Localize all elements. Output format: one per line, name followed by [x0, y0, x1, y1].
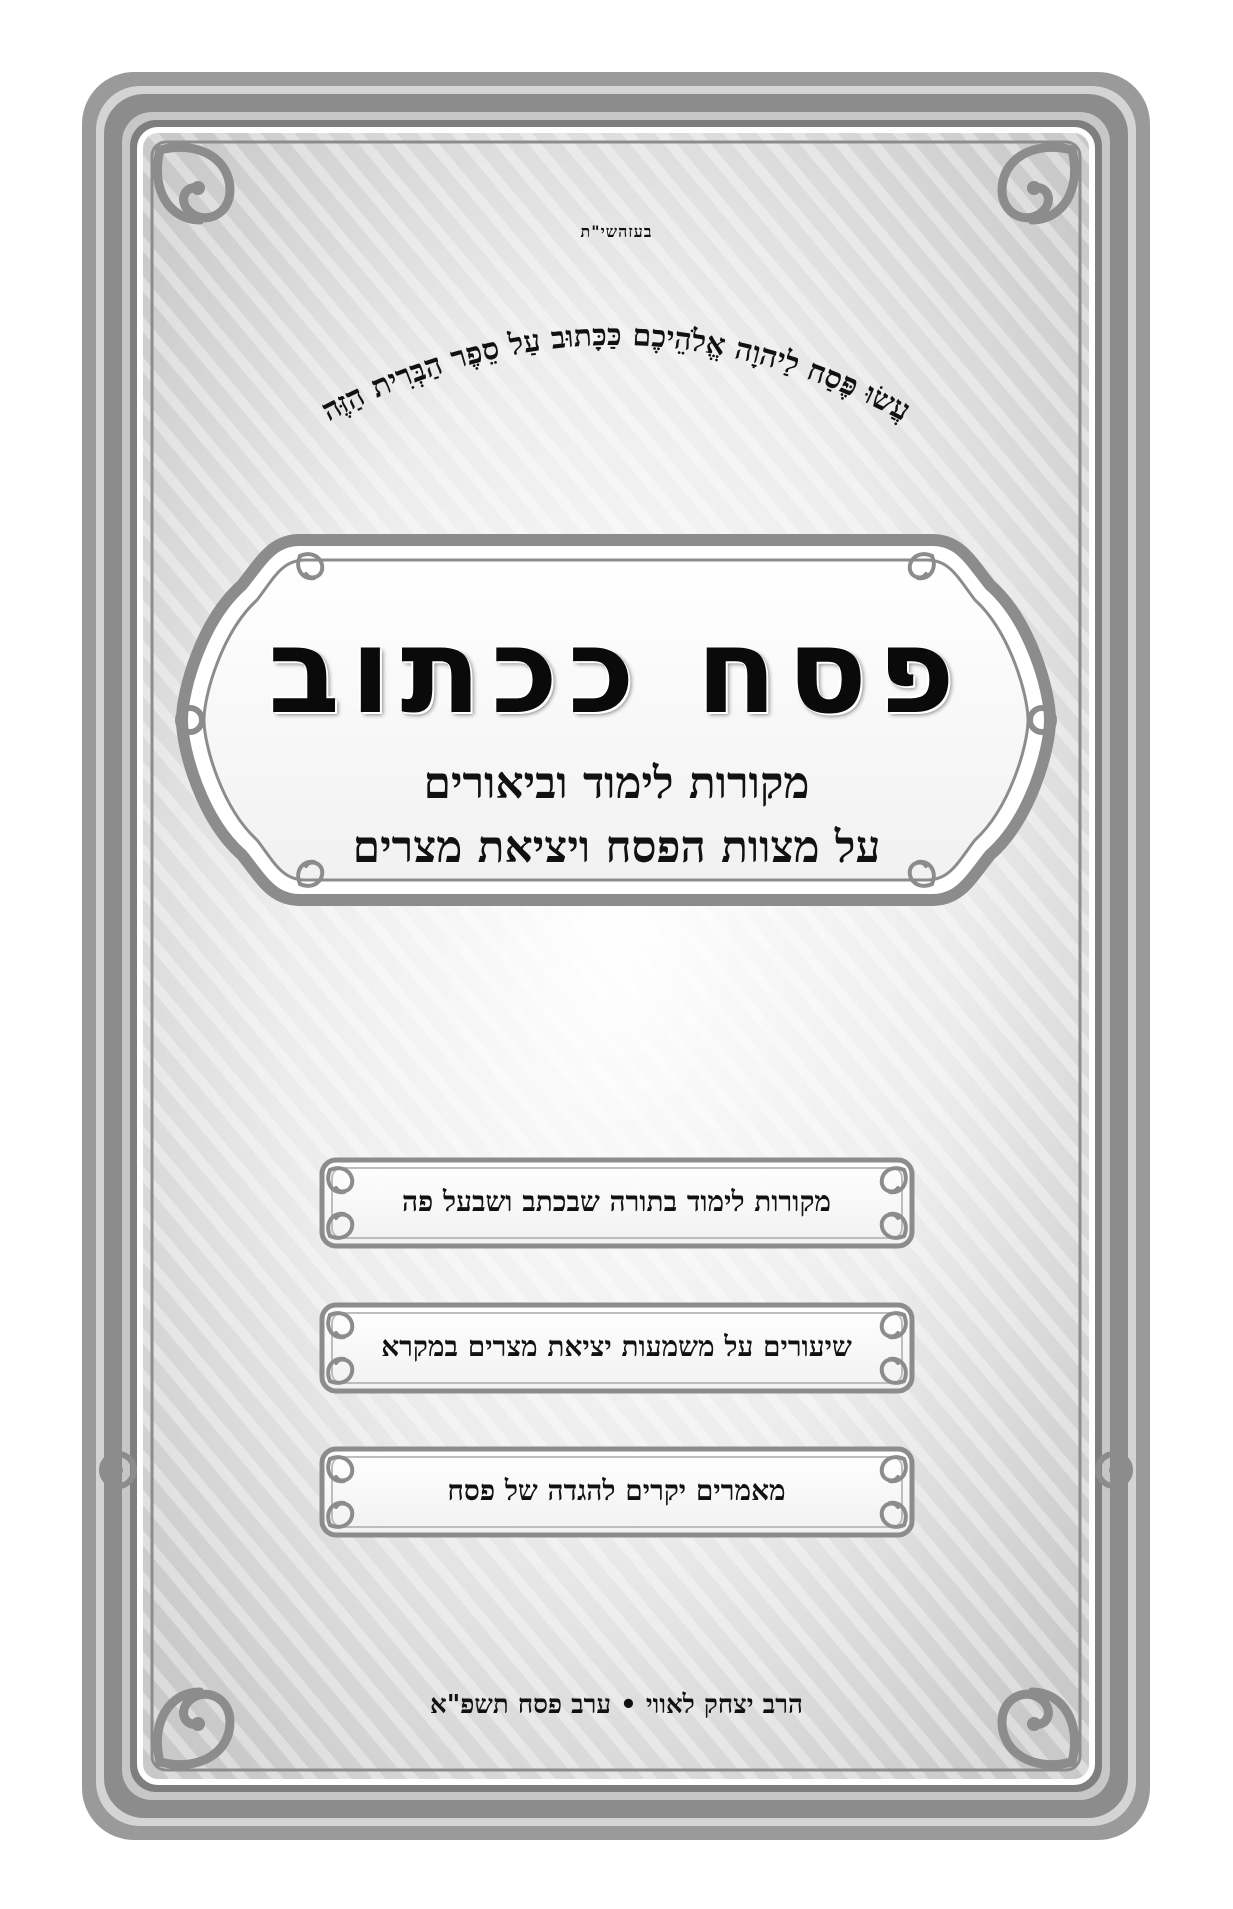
verse-text-path: עֲשׂוּ פֶּסַח לַיהוָה אֱלֹהֵיכֶם כַּכָּתוּב עַל סֵפֶר הַבְּרִית הַזֶּה: [316, 317, 916, 429]
banner-label-sources: מקורות לימוד בתורה שבכתב ושבעל פה: [401, 1185, 832, 1218]
bsd-abbreviation: בעזהשי"ת: [580, 222, 653, 241]
banner-label-articles: מאמרים יקרים להגדה של פסח: [447, 1474, 786, 1507]
banner-label-lessons: שיעורים על משמעות יציאת מצרים במקרא: [381, 1330, 852, 1363]
subtitle-line-1: מקורות לימוד וביאורים: [423, 758, 810, 809]
author-footer: הרב יצחק לאווי • ערב פסח תשפ"א: [430, 1690, 803, 1720]
subtitle-line-2: על מצוות הפסח ויציאת מצרים: [352, 822, 881, 873]
main-title: פסח ככתוב: [268, 602, 965, 740]
